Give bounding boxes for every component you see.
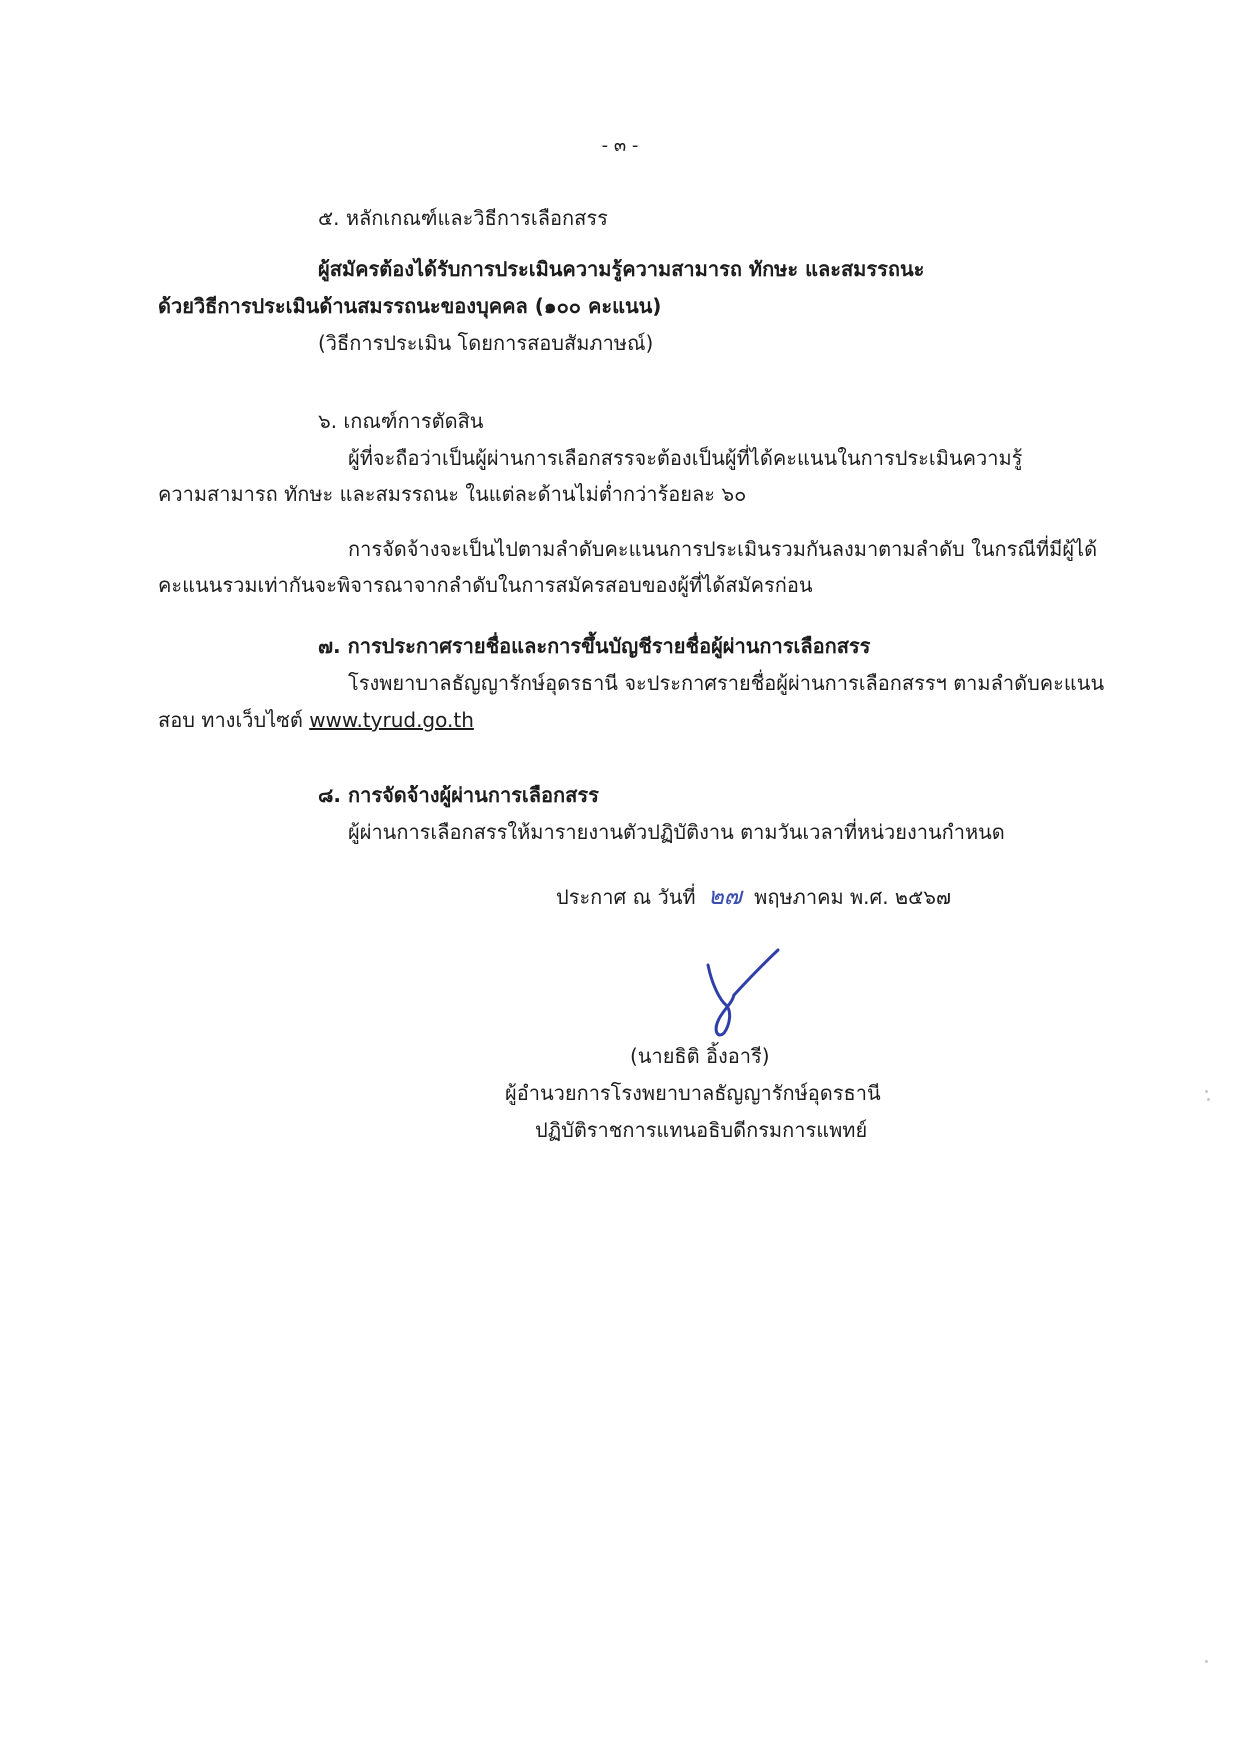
section5-heading: ๕. หลักเกณฑ์และวิธีการเลือกสรร <box>318 206 608 230</box>
section6-heading: ๖. เกณฑ์การตัดสิน <box>318 409 484 433</box>
section5-line3: (วิธีการประเมิน โดยการสอบสัมภาษณ์) <box>318 331 654 355</box>
section5-line1: ผู้สมัครต้องได้รับการประเมินความรู้ความสามารถ ทักษะ และสมรรถนะ <box>318 257 925 281</box>
section8-line1: ผู้ผ่านการเลือกสรรให้มารายงานตัวปฏิบัติงาน ตามวันเวลาที่หน่วยงานกำหนด <box>348 820 1005 844</box>
scan-speck <box>1205 1090 1208 1093</box>
announcement-day: ๒๗ <box>707 882 742 910</box>
page-number: - ๓ - <box>601 135 639 156</box>
signature-mark <box>690 945 800 1040</box>
signatory-name: (นายธิติ อิ้งอารี) <box>630 1044 770 1068</box>
signatory-position-2: ปฏิบัติราชการแทนอธิบดีกรมการแพทย์ <box>535 1118 868 1142</box>
section8-heading: ๘. การจัดจ้างผู้ผ่านการเลือกสรร <box>318 783 599 807</box>
section5-line2: ด้วยวิธีการประเมินด้านสมรรถนะของบุคคล (๑๐๐ คะแนน) <box>158 294 662 318</box>
section7-line2 <box>158 704 474 736</box>
section7-line2-prefix: สอบ ทางเว็บไซต์ <box>158 708 310 732</box>
section6-p1-line2: ความสามารถ ทักษะ และสมรรถนะ ในแต่ละด้านไม่ต่ำกว่าร้อยละ ๖๐ <box>158 482 747 506</box>
section7-line1: โรงพยาบาลธัญญารักษ์อุดรธานี จะประกาศรายชื่อผู้ผ่านการเลือกสรรฯ ตามลำดับคะแนน <box>348 671 1105 695</box>
section6-p1-line1: ผู้ที่จะถือว่าเป็นผู้ผ่านการเลือกสรรจะต้องเป็นผู้ที่ได้คะแนนในการประเมินความรู้ <box>348 446 1023 470</box>
announcement-date <box>556 880 951 913</box>
section7-heading: ๗. การประกาศรายชื่อและการขึ้นบัญชีรายชื่อผู้ผ่านการเลือกสรร <box>318 634 871 658</box>
signatory-position-1: ผู้อำนวยการโรงพยาบาลธัญญารักษ์อุดรธานี <box>505 1081 881 1105</box>
announcement-suffix: พฤษภาคม พ.ศ. ๒๕๖๗ <box>754 885 951 909</box>
scan-speck <box>1205 1660 1208 1663</box>
section6-p2-line2: คะแนนรวมเท่ากันจะพิจารณาจากลำดับในการสมัครสอบของผู้ที่ได้สมัครก่อน <box>158 573 813 597</box>
scan-speck <box>1207 1098 1210 1101</box>
website-link[interactable]: www.tyrud.go.th <box>309 708 474 732</box>
announcement-prefix: ประกาศ ณ วันที่ <box>556 885 696 909</box>
section6-p2-line1: การจัดจ้างจะเป็นไปตามลำดับคะแนนการประเมินรวมกันลงมาตามลำดับ ในกรณีที่มีผู้ได้ <box>348 537 1098 561</box>
